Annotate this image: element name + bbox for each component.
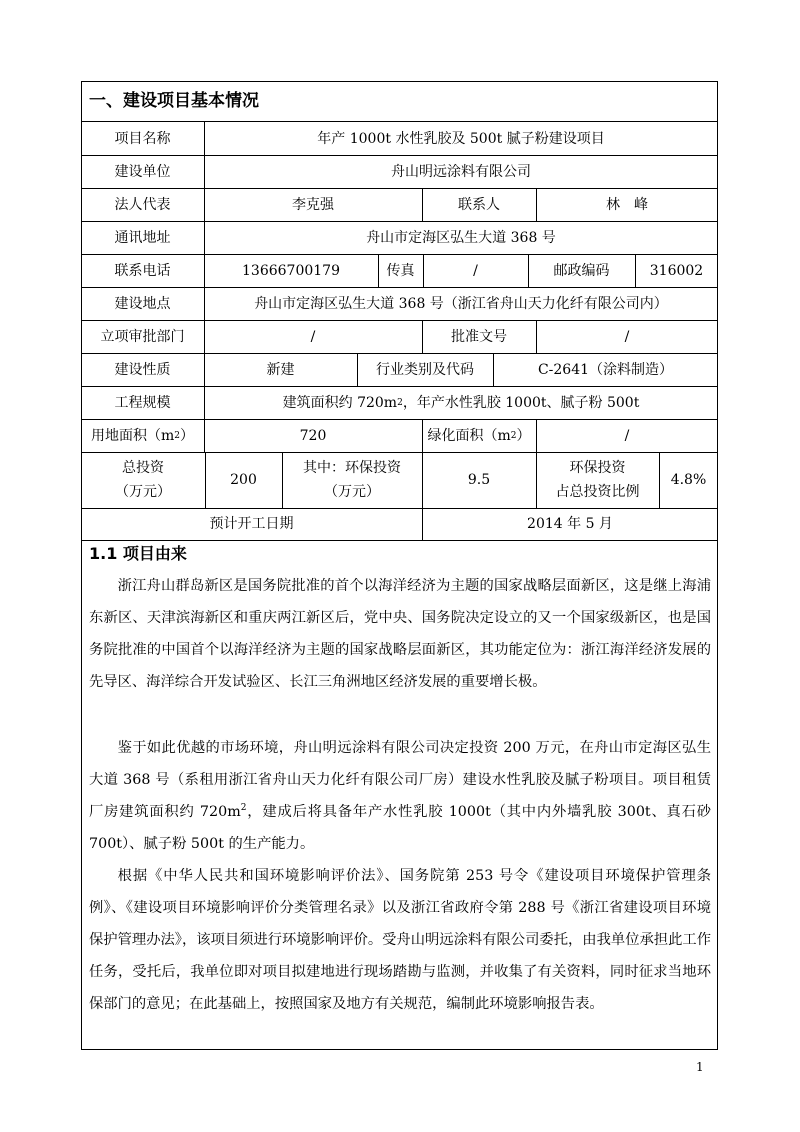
approval-value: / <box>310 328 316 345</box>
investment-value: 200 <box>230 472 257 488</box>
nature-value: 新建 <box>266 361 295 378</box>
env-investment-value: 9.5 <box>467 472 491 488</box>
contact-value: 林 峰 <box>606 196 648 213</box>
land-value: 720 <box>299 427 327 444</box>
start-date-value: 2014 年 5 月 <box>527 516 613 532</box>
fax-value: / <box>473 262 478 279</box>
land-label: 用地面积（m 2 ） <box>90 427 194 444</box>
postcode-label: 邮政编码 <box>553 262 610 279</box>
scale-label: 工程规模 <box>114 394 171 411</box>
fax-label: 传真 <box>386 262 415 279</box>
address-label: 通讯地址 <box>114 229 171 246</box>
industry-value: C-2641（涂料制造） <box>537 361 674 378</box>
start-date-label: 预计开工日期 <box>209 516 294 532</box>
section-title: 一、建设项目基本情况 <box>81 81 718 122</box>
approval-label: 立项审批部门 <box>100 328 185 345</box>
contact-label: 联系人 <box>458 196 500 213</box>
legal-rep-label: 法人代表 <box>114 196 171 213</box>
approval-doc-value: / <box>624 328 630 345</box>
env-ratio-value: 4.8% <box>670 472 707 488</box>
green-value: / <box>624 427 630 444</box>
phone-label: 联系电话 <box>114 262 171 279</box>
address-value: 舟山市定海区弘生大道 368 号 <box>366 229 556 246</box>
nature-label: 建设性质 <box>114 361 171 378</box>
origin-title: 1.1 项目由来 <box>89 544 187 563</box>
phone-value: 13666700179 <box>242 262 340 279</box>
unit-label: 建设单位 <box>114 163 171 180</box>
investment-label: 总投资 （万元） <box>115 460 171 500</box>
postcode-value: 316002 <box>649 262 704 279</box>
industry-label: 行业类别及代码 <box>376 361 474 378</box>
origin-paragraph-2: 鉴于如此优越的市场环境，舟山明远涂料有限公司决定投资 200 万元，在舟山市定海区弘生大道 368 号（系租用浙江省舟山天力化纤有限公司厂房）建设水性乳胶及腻子粉项目。项目租赁厂房建筑面积约 $720m^2$，建成后将具备年产水性乳胶 1000t（其中内外墙乳胶 300t、真石砂 700t）、腻子粉 500t 的生产能力。 <box>89 740 711 852</box>
approval-doc-label: 批准文号 <box>451 328 507 345</box>
page-number: 1 <box>696 1060 704 1074</box>
site-label: 建设地点 <box>114 295 171 312</box>
legal-rep-value: 李克强 <box>292 196 334 213</box>
green-label: 绿化面积（m 2 ） <box>427 427 531 444</box>
project-name-value: 年产 1000t 水性乳胶及 500t 腻子粉建设项目 <box>317 130 605 147</box>
unit-value: 舟山明远涂料有限公司 <box>391 163 531 180</box>
site-value: 舟山市定海区弘生大道 368 号（浙江省舟山天力化纤有限公司内） <box>254 295 668 312</box>
origin-paragraph-3: 根据《中华人民共和国环境影响评价法》、国务院第 253 号令《建设项目环境保护管理条例》、《建设项目环境影响评价分类管理名录》以及浙江省政府令第 288 号《浙江省建设项目环境保护管理办法》，该项目须进行环境影响评价。受舟山明远涂料有限公司委托，由我单位承担此工作任务，受托后，我单位即对项目拟建地进行现场踏勘与监测，并收集了有关资料，同时征求当地环保部门的意见；在此基础上，按照国家及地方有关规范，编制此环境影响报告表。 <box>89 868 711 1012</box>
origin-paragraph-1: 浙江舟山群岛新区是国务院批准的首个以海洋经济为主题的国家战略层面新区，这是继上海浦东新区、天津滨海新区和重庆两江新区后，党中央、国务院决定设立的又一个国家级新区，也是国务院批准的中国首个以海洋经济为主题的国家战略层面新区，其功能定位为：浙江海洋经济发展的先导区、海洋综合开发试验区、长江三角洲地区经济发展的重要增长极。 <box>89 578 711 690</box>
env-investment-label: 其中：环保投资 （万元） <box>303 460 401 500</box>
scale-value: 建筑面积约 720m 2 ，年产水性乳胶 1000t、腻子粉 500t <box>282 394 640 411</box>
project-name-label: 项目名称 <box>114 130 171 147</box>
env-ratio-label: 环保投资 占总投资比例 <box>555 460 640 500</box>
